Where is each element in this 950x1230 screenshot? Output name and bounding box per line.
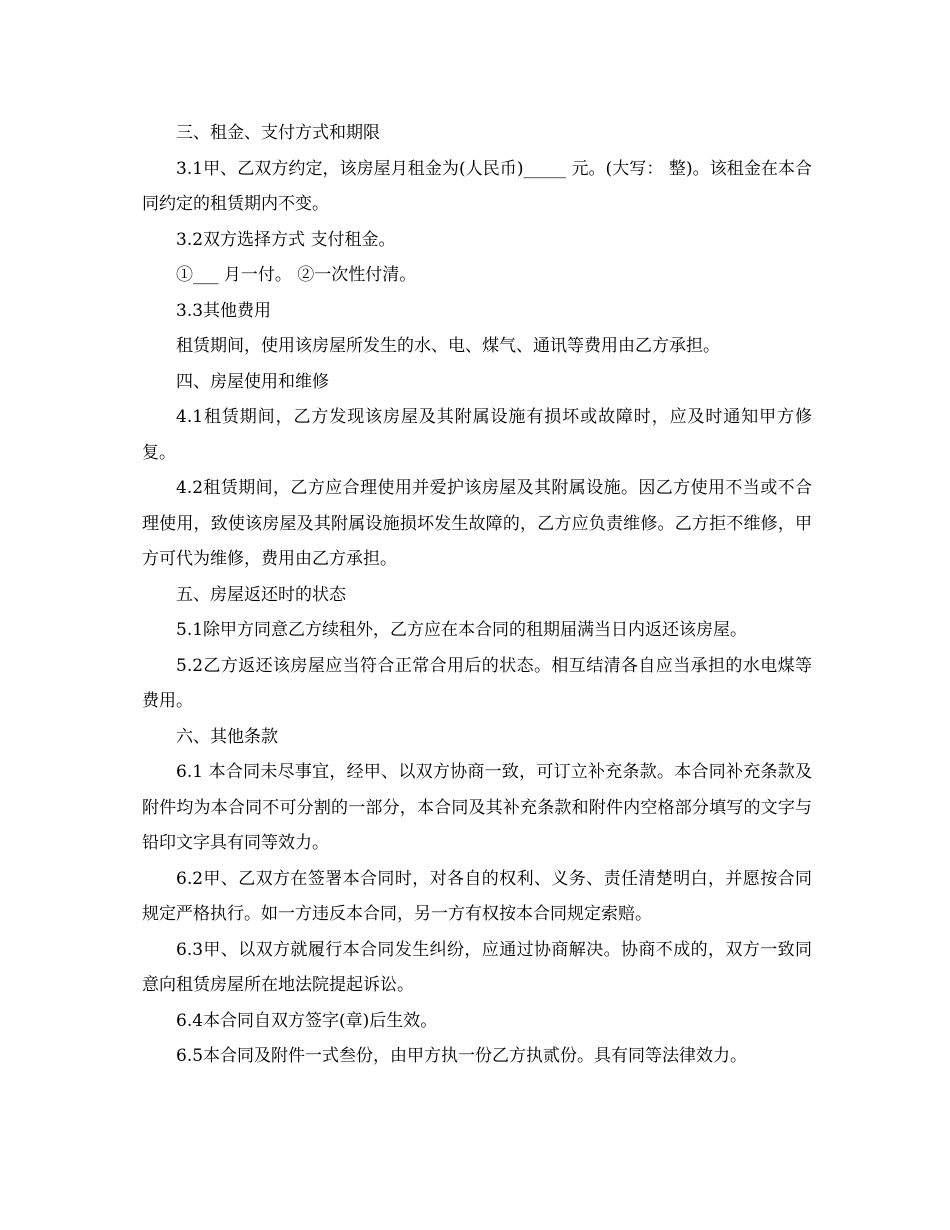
section-heading-return-state: 五、房屋返还时的状态 — [176, 584, 346, 605]
clause-4-2: 4.2租赁期间，乙方应合理使用并爱护该房屋及其附属设施。因乙方使用不当或不合理使用，致使该房屋及其附属设施损坏发生故障的，乙方应负责维修。乙方拒不维修，甲方可代为维修，费用由乙方承担。 — [142, 478, 812, 569]
document-body — [142, 116, 812, 1075]
section-heading-use-repair: 四、房屋使用和维修 — [176, 371, 329, 392]
clause-5-2: 5.2乙方返还该房屋应当符合正常合用后的状态。相互结清各自应当承担的水电煤等费用。 — [142, 655, 812, 711]
section-heading-rent: 三、租金、支付方式和期限 — [176, 123, 380, 143]
clause-3-2-options: ①___ 月一付。 ②一次性付清。 — [176, 265, 417, 285]
clause-3-3: 3.3其他费用 — [176, 300, 272, 321]
clause-4-1: 4.1租赁期间，乙方发现该房屋及其附属设施有损坏或故障时，应及时通知甲方修复。 — [142, 407, 812, 463]
section-heading-other-terms: 六、其他条款 — [176, 726, 278, 747]
clause-6-2: 6.2甲、乙双方在签署本合同时，对各自的权利、义务、责任清楚明白，并愿按合同规定严格执行。如一方违反本合同，另一方有权按本合同规定索赔。 — [142, 868, 812, 924]
clause-3-3-text: 租赁期间，使用该房屋所发生的水、电、煤气、通讯等费用由乙方承担。 — [176, 336, 720, 356]
clause-6-4: 6.4本合同自双方签字(章)后生效。 — [176, 1010, 438, 1031]
clause-3-1: 3.1甲、乙双方约定，该房屋月租金为(人民币)_____ 元。(大写： 整)。该租金在本合同约定的租赁期内不变。 — [142, 158, 812, 214]
clause-6-5: 6.5本合同及附件一式叁份，由甲方执一份乙方执贰份。具有同等法律效力。 — [176, 1046, 748, 1066]
clause-6-1: 6.1 本合同未尽事宜，经甲、以双方协商一致，可订立补充条款。本合同补充条款及附件均为本合同不可分割的一部分，本合同及其补充条款和附件内空格部分填写的文字与铅印文字具有同等效力。 — [142, 762, 812, 853]
clause-3-2: 3.2双方选择方式 支付租金。 — [176, 229, 396, 250]
clause-5-1: 5.1除甲方同意乙方续租外，乙方应在本合同的租期届满当日内返还该房屋。 — [176, 620, 748, 640]
clause-6-3: 6.3甲、以双方就履行本合同发生纠纷，应通过协商解决。协商不成的，双方一致同意向租赁房屋所在地法院提起诉讼。 — [142, 939, 812, 995]
